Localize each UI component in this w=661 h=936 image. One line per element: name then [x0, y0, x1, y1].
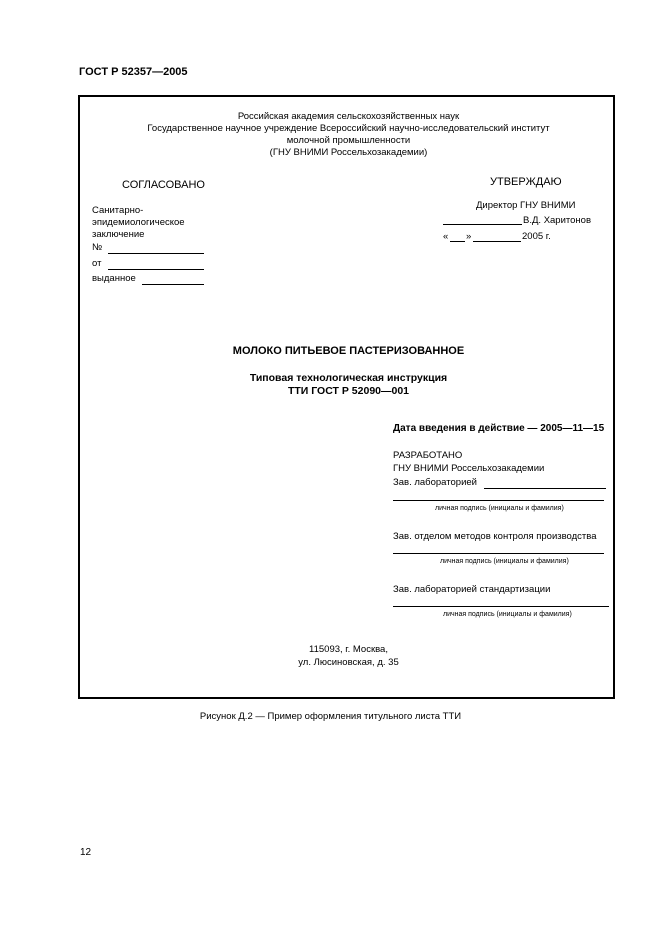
- issued-line: [142, 284, 204, 285]
- from-label: от: [92, 258, 102, 269]
- developed-heading: РАЗРАБОТАНО: [393, 450, 463, 461]
- date-open-quote: «: [443, 231, 449, 242]
- date-year: 2005 г.: [522, 231, 551, 242]
- figure-caption: Рисунок Д.2 — Пример оформления титульного листа ТТИ: [199, 711, 462, 722]
- conclusion-line-1: Санитарно-: [92, 205, 144, 216]
- doc-code: ТТИ ГОСТ Р 52090—001: [287, 385, 410, 397]
- number-label: №: [92, 242, 103, 253]
- number-line: [108, 253, 204, 254]
- dept-head-signature-line: [393, 553, 604, 554]
- signature-note-2: личная подпись (инициалы и фамилия): [440, 558, 569, 565]
- std-lab-head-label: Зав. лабораторией стандартизации: [393, 584, 551, 595]
- date-month-line: [473, 241, 521, 242]
- issued-label: выданное: [92, 273, 136, 284]
- standard-code: ГОСТ Р 52357—2005: [79, 66, 188, 78]
- org-line-1: Российская академия сельскохозяйственных наук: [237, 111, 460, 122]
- page-number: 12: [80, 847, 92, 858]
- agreed-heading: СОГЛАСОВАНО: [122, 179, 205, 191]
- org-line-2: Государственное научное учреждение Всероссийский научно-исследовательский институт: [147, 123, 550, 134]
- title-page-frame: [78, 95, 615, 699]
- lab-head-signature-line: [393, 500, 604, 501]
- dept-head-label: Зав. отделом методов контроля производства: [393, 531, 597, 542]
- conclusion-line-3: заключение: [92, 229, 145, 240]
- lab-head-label: Зав. лабораторией: [393, 477, 477, 488]
- approver-signature-line: [443, 224, 522, 225]
- signature-note-3: личная подпись (инициалы и фамилия): [443, 611, 572, 618]
- org-line-3: молочной промышленности: [286, 135, 411, 146]
- lab-head-line: [484, 488, 606, 489]
- date-close-quote: »: [466, 231, 472, 242]
- effective-date: Дата введения в действие — 2005—11—15: [393, 423, 605, 434]
- approver-position: Директор ГНУ ВНИМИ: [476, 200, 576, 211]
- product-title: МОЛОКО ПИТЬЕВОЕ ПАСТЕРИЗОВАННОЕ: [232, 345, 465, 357]
- developer-org: ГНУ ВНИМИ Россельхозакадемии: [393, 463, 545, 474]
- conclusion-line-2: эпидемиологическое: [92, 217, 185, 228]
- address-line-2: ул. Люсиновская, д. 35: [298, 657, 399, 668]
- date-day-line: [450, 241, 465, 242]
- approved-heading: УТВЕРЖДАЮ: [490, 176, 562, 188]
- address-line-1: 115093, г. Москва,: [309, 644, 388, 655]
- approver-name: В.Д. Харитонов: [523, 215, 592, 226]
- signature-note-1: личная подпись (инициалы и фамилия): [435, 505, 564, 512]
- from-line: [108, 269, 204, 270]
- std-lab-head-signature-line: [393, 606, 609, 607]
- org-line-4: (ГНУ ВНИМИ Россельхозакадемии): [269, 147, 428, 158]
- doc-type: Типовая технологическая инструкция: [249, 372, 448, 384]
